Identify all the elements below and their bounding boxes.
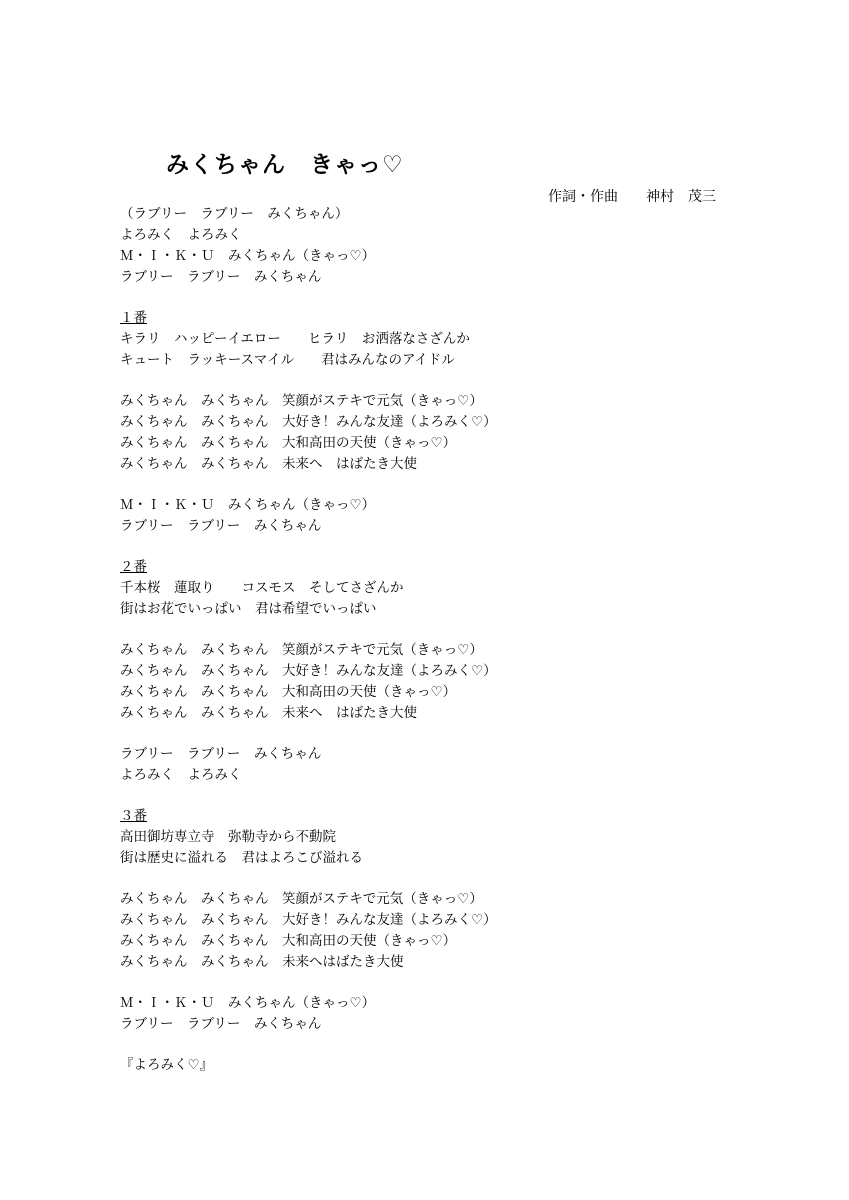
outro-line: ラブリー ラブリー みくちゃん [120, 746, 322, 762]
chorus-line: みくちゃん みくちゃん 大好き！みんな友達（よろみく♡） [120, 912, 497, 928]
chorus-line: みくちゃん みくちゃん 大好き！みんな友達（よろみく♡） [120, 414, 497, 430]
chorus-line: みくちゃん みくちゃん 大和高田の天使（きゃっ♡） [120, 933, 457, 949]
song-title: みくちゃん きゃっ♡ [166, 152, 404, 178]
verse-heading: １番 [120, 310, 147, 326]
lyric-line: 街はお花でいっぱい 君は希望でいっぱい [120, 601, 377, 617]
chorus-line: みくちゃん みくちゃん 大和高田の天使（きゃっ♡） [120, 435, 457, 451]
chorus-line: みくちゃん みくちゃん 大好き！みんな友達（よろみく♡） [120, 663, 497, 679]
lyric-line: ラブリー ラブリー みくちゃん [120, 269, 322, 285]
lyric-line: よろみく よろみく [120, 227, 242, 243]
lyric-line: キラリ ハッピーイエロー ヒラリ お洒落なさざんか [120, 331, 470, 347]
lyric-line: 街は歴史に溢れる 君はよろこび溢れる [120, 850, 363, 866]
verse-heading: ３番 [120, 808, 147, 824]
chorus-line: みくちゃん みくちゃん 笑顔がステキで元気（きゃっ♡） [120, 891, 483, 907]
chorus-line: みくちゃん みくちゃん 未来へ はばたき大使 [120, 705, 417, 721]
lyric-line: 高田御坊専立寺 弥勒寺から不動院 [120, 829, 336, 845]
lyric-line: Ｍ・Ｉ・Ｋ・Ｕ みくちゃん（きゃっ♡） [120, 248, 376, 264]
intro-block [120, 204, 800, 288]
composer-credit: 作詞・作曲 神村 茂三 [548, 189, 716, 205]
lyric-line: キュート ラッキースマイル 君はみんなのアイドル [120, 352, 455, 368]
verse-heading: ２番 [120, 559, 147, 575]
verse-2 [120, 557, 800, 786]
lyric-line: （ラブリー ラブリー みくちゃん） [120, 206, 349, 222]
chorus-line: みくちゃん みくちゃん 大和高田の天使（きゃっ♡） [120, 684, 457, 700]
chorus-line: みくちゃん みくちゃん 未来へ はばたき大使 [120, 456, 417, 472]
ending-line: 『よろみく♡』 [120, 1057, 214, 1073]
chorus-line: みくちゃん みくちゃん 未来へはばたき大使 [120, 954, 404, 970]
chorus-line: みくちゃん みくちゃん 笑顔がステキで元気（きゃっ♡） [120, 642, 483, 658]
lyric-line: 千本桜 蓮取り コスモス そしてさざんか [120, 580, 404, 596]
outro-line: よろみく よろみく [120, 767, 242, 783]
lyrics-body [120, 204, 800, 1076]
outro-line: ラブリー ラブリー みくちゃん [120, 1016, 322, 1032]
outro-line: Ｍ・Ｉ・Ｋ・Ｕ みくちゃん（きゃっ♡） [120, 995, 376, 1011]
chorus-line: みくちゃん みくちゃん 笑顔がステキで元気（きゃっ♡） [120, 393, 483, 409]
outro-line: ラブリー ラブリー みくちゃん [120, 518, 322, 534]
verse-3 [120, 806, 800, 1035]
verse-1 [120, 308, 800, 537]
outro-line: Ｍ・Ｉ・Ｋ・Ｕ みくちゃん（きゃっ♡） [120, 497, 376, 513]
